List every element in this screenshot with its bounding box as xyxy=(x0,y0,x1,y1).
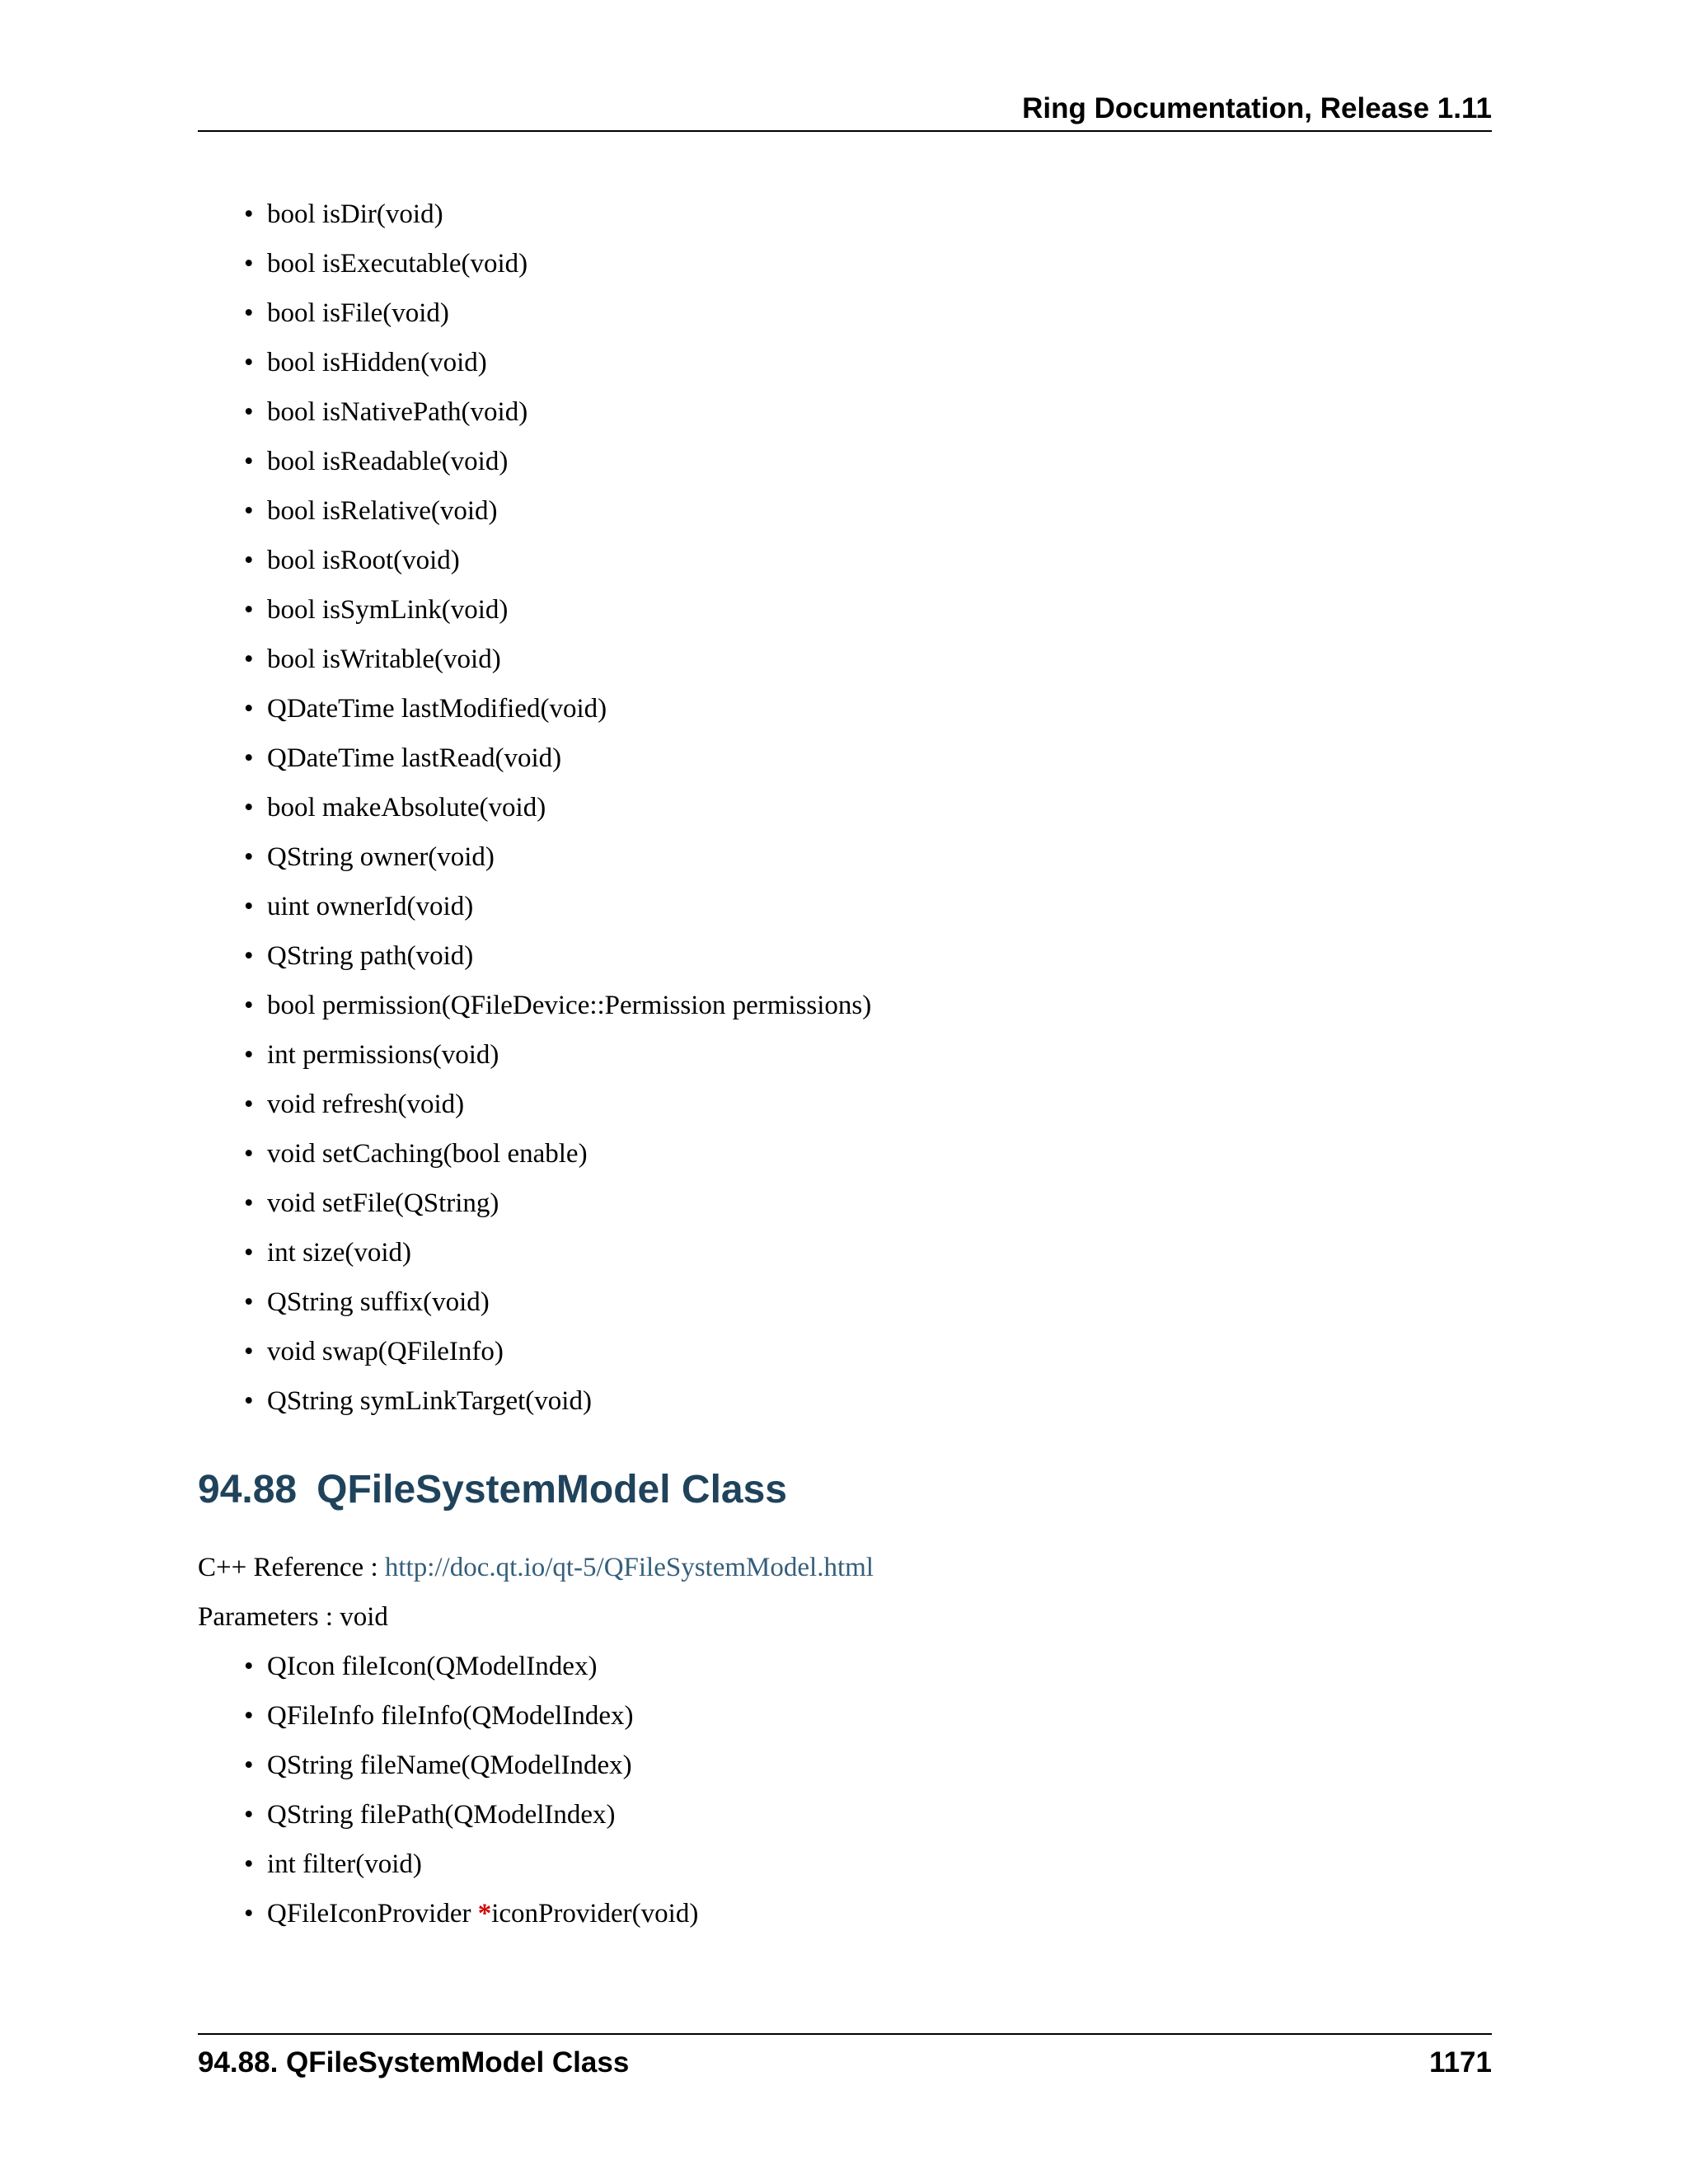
reference-label: C++ Reference : xyxy=(198,1553,385,1582)
section-heading xyxy=(198,1465,1492,1515)
list-item: • QIcon fileIcon(QModelIndex) xyxy=(267,1650,1492,1683)
header-title: Ring Documentation, Release 1.11 xyxy=(1022,92,1492,124)
list-item: • bool isRoot(void) xyxy=(267,544,1492,577)
list-item: • bool makeAbsolute(void) xyxy=(267,791,1492,824)
method-suffix: iconProvider(void) xyxy=(491,1899,699,1929)
page-footer xyxy=(198,2033,1492,2081)
list-item: • QFileInfo fileInfo(QModelIndex) xyxy=(267,1699,1492,1732)
section-title: QFileSystemModel Class xyxy=(316,1468,787,1511)
list-item: • bool isDir(void) xyxy=(267,198,1492,231)
section-number: 94.88 xyxy=(198,1468,298,1511)
list-item: • void setFile(QString) xyxy=(267,1187,1492,1220)
page-header xyxy=(198,89,1492,132)
method-list-qfilesystemmodel xyxy=(198,1650,1492,1930)
page-number: 1171 xyxy=(1429,2046,1492,2079)
cpp-reference xyxy=(198,1551,1492,1584)
list-item: • QDateTime lastRead(void) xyxy=(267,742,1492,775)
pointer-star: * xyxy=(477,1899,492,1929)
list-item: • int permissions(void) xyxy=(267,1038,1492,1071)
list-item: • QString owner(void) xyxy=(267,841,1492,874)
list-item: • bool isReadable(void) xyxy=(267,445,1492,478)
list-item: • bool isSymLink(void) xyxy=(267,593,1492,626)
list-item: • QString symLinkTarget(void) xyxy=(267,1385,1492,1418)
method-prefix: QFileIconProvider xyxy=(267,1899,478,1929)
list-item: • void setCaching(bool enable) xyxy=(267,1137,1492,1170)
list-item: • bool isHidden(void) xyxy=(267,346,1492,379)
list-item: • void refresh(void) xyxy=(267,1088,1492,1121)
list-item: • QString filePath(QModelIndex) xyxy=(267,1798,1492,1831)
list-item: • uint ownerId(void) xyxy=(267,890,1492,923)
list-item: • void swap(QFileInfo) xyxy=(267,1335,1492,1368)
list-item: • bool isFile(void) xyxy=(267,297,1492,330)
method-list-qfileinfo xyxy=(198,198,1492,1418)
page-content xyxy=(198,198,1492,1947)
list-item: • QString fileName(QModelIndex) xyxy=(267,1749,1492,1782)
list-item: • bool isWritable(void) xyxy=(267,643,1492,676)
list-item: • QString suffix(void) xyxy=(267,1286,1492,1319)
list-item: • QDateTime lastModified(void) xyxy=(267,692,1492,725)
list-item: • int filter(void) xyxy=(267,1848,1492,1881)
list-item: • bool isExecutable(void) xyxy=(267,247,1492,280)
list-item: • bool isRelative(void) xyxy=(267,494,1492,527)
parameters-line: Parameters : void xyxy=(198,1602,388,1632)
list-item: • bool permission(QFileDevice::Permission permissions) xyxy=(267,989,1492,1022)
list-item xyxy=(267,1897,1492,1930)
list-item: • int size(void) xyxy=(267,1236,1492,1269)
list-item: • QString path(void) xyxy=(267,940,1492,972)
reference-link[interactable]: http://doc.qt.io/qt-5/QFileSystemModel.html xyxy=(384,1553,874,1582)
list-item: • bool isNativePath(void) xyxy=(267,396,1492,429)
footer-section: 94.88. QFileSystemModel Class xyxy=(198,2046,630,2079)
